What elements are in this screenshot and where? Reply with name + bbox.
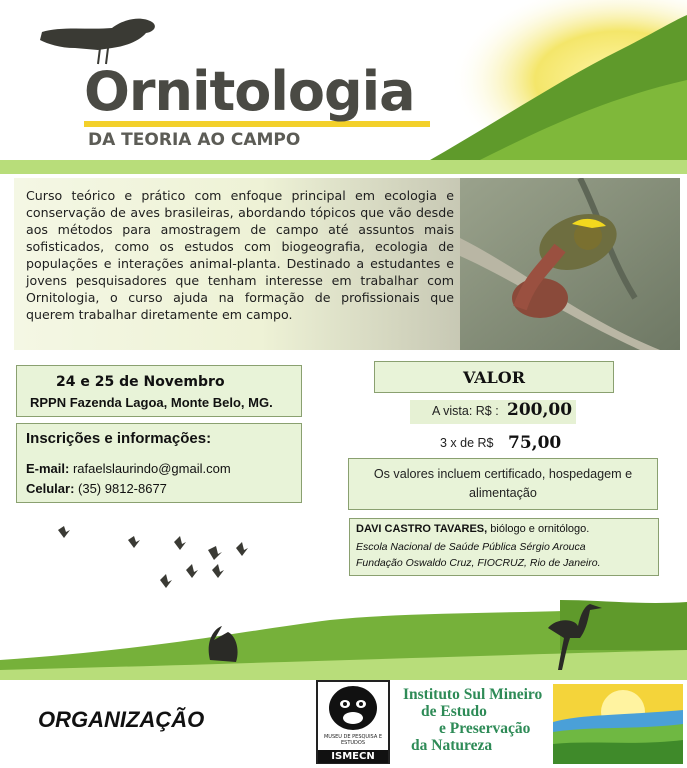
instructor-institution-2: Fundação Oswaldo Cruz, FIOCRUZ, Rio de Janeiro. [356, 557, 601, 569]
cash-price-label: A vista: R$ : [432, 404, 499, 418]
page-title: Ornitologia [84, 60, 415, 123]
phone-row [26, 481, 167, 496]
bird-silhouette-icon [40, 19, 155, 50]
institute-name-line-4: da Natureza [411, 737, 493, 754]
monkey-face-icon [318, 682, 388, 738]
ismecn-caption: MUSEU DE PESQUISA E ESTUDOS [323, 734, 382, 746]
institute-landscape-logo [553, 684, 683, 764]
landscape-art [0, 510, 687, 680]
institute-name [403, 686, 553, 754]
email-link[interactable]: rafaelslaurindo@gmail.com [69, 461, 231, 476]
instructor-role: biólogo e ornitólogo. [487, 523, 590, 535]
ismecn-name: ISMECN [318, 750, 388, 763]
email-label: E-mail: [26, 461, 70, 476]
includes-text: Os valores incluem certificado, hospedagem e alimentação [373, 467, 633, 500]
course-description: Curso teórico e prático com enfoque principal em ecologia e conservação de aves brasileiras, abordando tópicos que vão desde aos métodos para amostragem de campo até assuntos mais sofisticados, como os estudos com biogeografia, ecologia de populações e interações animal-planta. Destinado a estudantes e jovens pesquisadores que tenham interesse em trabalhar com Ornitologia, o curso ajuda na formação de profissionais que querem trabalhar diretamente em campo. [26, 188, 454, 322]
price-title: VALOR [462, 368, 526, 387]
header-green-band [0, 160, 687, 174]
organization-label: ORGANIZAÇÃO [38, 707, 205, 732]
event-date: 24 e 25 de Novembro [56, 374, 225, 390]
email-row [26, 461, 231, 476]
bird-photo-art [460, 178, 680, 350]
installment-label: 3 x de R$ [440, 436, 494, 450]
event-venue: RPPN Fazenda Lagoa, Monte Belo, MG. [30, 395, 273, 410]
phone-label: Celular: [26, 481, 75, 496]
instructor-institution-1: Escola Nacional de Saúde Pública Sérgio Arouca [356, 541, 586, 553]
institute-name-line-2: de Estudo [421, 703, 487, 720]
pelican-icon [209, 626, 238, 662]
installment-value: 75,00 [508, 433, 562, 453]
institute-name-line-3: e Preservação [439, 720, 531, 737]
contact-title: Inscrições e informações: [26, 430, 212, 447]
instructor-name: DAVI CASTRO TAVARES, [356, 523, 488, 535]
phone-number: (35) 9812-8677 [74, 481, 167, 496]
flying-birds-icon [58, 526, 248, 588]
page-subtitle: DA TEORIA AO CAMPO [88, 130, 301, 150]
manakin-photo [460, 178, 680, 350]
institute-name-line-1: Instituto Sul Mineiro [403, 686, 543, 703]
cash-price-value: 200,00 [507, 400, 573, 420]
